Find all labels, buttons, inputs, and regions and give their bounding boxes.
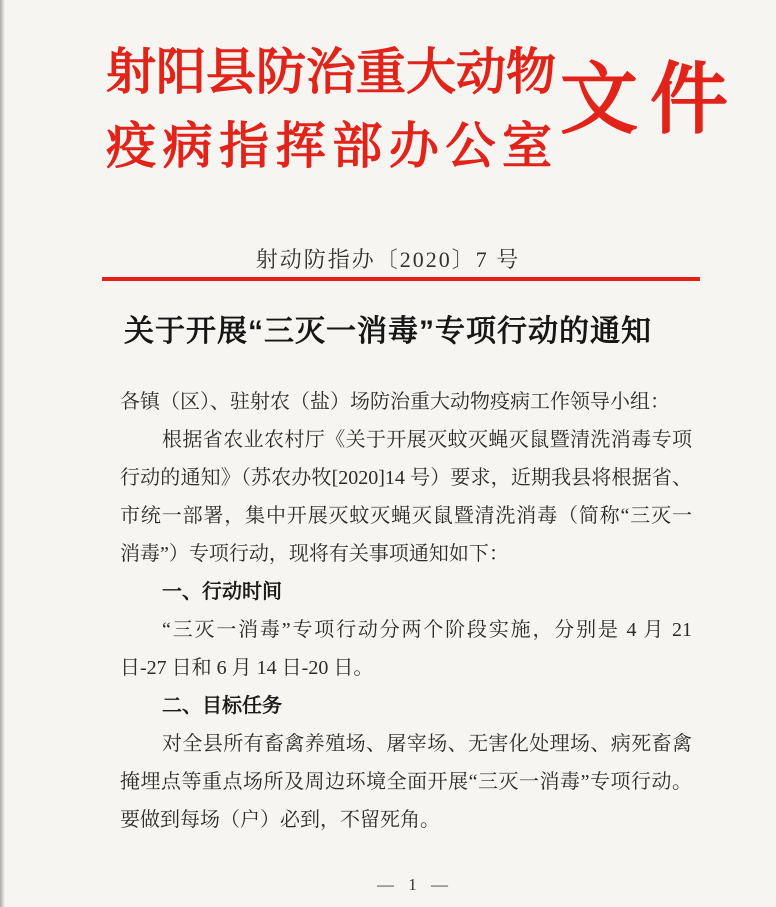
body-line: 掩埋点等重点场所及周边环境全面开展“三灭一消毒”专项行动。 <box>120 771 692 793</box>
body-line: 日-27 日和 6 月 14 日-20 日。 <box>120 657 374 679</box>
page-number: — 1 — <box>377 875 453 894</box>
body-line: 消毒”）专项行动，现将有关事项通知如下： <box>120 543 509 565</box>
org-name-line-2: 疫病指挥部办公室 <box>106 118 552 174</box>
salutation-line: 各镇（区）、驻射农（盐）场防治重大动物疫病工作领导小组： <box>120 391 670 413</box>
body-line: 要做到每场（户）必到，不留死角。 <box>120 809 440 831</box>
org-name-line-1: 射阳县防治重大动物 <box>106 44 556 100</box>
section-heading-2: 二、目标任务 <box>162 695 282 717</box>
document-reference-number: 射动防指办〔2020〕7 号 <box>255 247 521 272</box>
section-heading-1: 一、行动时间 <box>162 581 282 603</box>
red-separator-line <box>102 277 700 281</box>
scan-edge-artifact <box>0 0 5 907</box>
body-line: 根据省农业农村厅《关于开展灭蚊灭蝇灭鼠暨清洗消毒专项 <box>162 429 692 451</box>
body-line: 行动的通知》（苏农办牧[2020]14 号）要求，近期我县将根据省、 <box>120 467 692 489</box>
body-line: “三灭一消毒”专项行动分两个阶段实施，分别是 4 月 21 <box>162 619 692 641</box>
document-type-label: 文件 <box>560 56 741 143</box>
body-line: 市统一部署，集中开展灭蚊灭蝇灭鼠暨清洗消毒（简称“三灭一 <box>120 505 692 527</box>
issuing-org-name <box>106 35 556 183</box>
body-line: 对全县所有畜禽养殖场、屠宰场、无害化处理场、病死畜禽 <box>162 733 692 755</box>
document-title: 关于开展“三灭一消毒”专项行动的通知 <box>124 315 652 348</box>
document-body <box>120 383 692 839</box>
